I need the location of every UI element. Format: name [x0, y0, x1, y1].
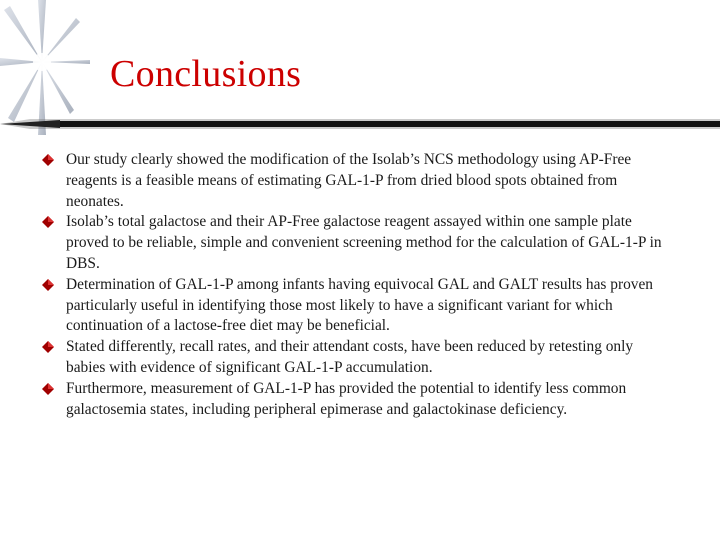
list-item: [40, 150, 670, 212]
page-title: Conclusions: [110, 53, 302, 95]
bullet-text: Isolab’s total galactose and their AP-Free galactose reagent assayed within one sample plate proved to be reliable, simple and convenient screening method for the calculation of GAL-1-P in DBS.: [66, 213, 662, 272]
list-item: [40, 275, 670, 337]
list-item: [40, 379, 670, 421]
bullet-text: Determination of GAL-1-P among infants having equivocal GAL and GALT results has proven particularly useful in identifying those most likely to have a significant variant for which continuation of a lactose-free diet may be beneficial.: [66, 275, 653, 335]
diamond-bullet-icon: [42, 216, 54, 228]
diamond-bullet-icon: [42, 383, 54, 395]
sparkle-star-icon: [0, 0, 110, 135]
bullet-text: Our study clearly showed the modification of the Isolab’s NCS methodology using AP-Free reagents is a feasible means of estimating GAL-1-P from dried blood spots obtained from neonates.: [66, 151, 632, 210]
diamond-bullet-icon: [42, 341, 54, 353]
bullet-text: Furthermore, measurement of GAL-1-P has provided the potential to identify less common galactosemia states, including peripheral epimerase and galactokinase deficiency.: [66, 379, 627, 418]
diamond-bullet-icon: [42, 154, 54, 166]
diamond-bullet-icon: [42, 279, 54, 291]
bullet-text: Stated differently, recall rates, and their attendant costs, have been reduced by retesting only babies with evidence of significant GAL-1-P accumulation.: [66, 338, 634, 376]
list-item: [40, 212, 670, 274]
list-item: [40, 337, 670, 379]
title-divider: [0, 117, 720, 131]
bullet-list: [40, 150, 670, 420]
